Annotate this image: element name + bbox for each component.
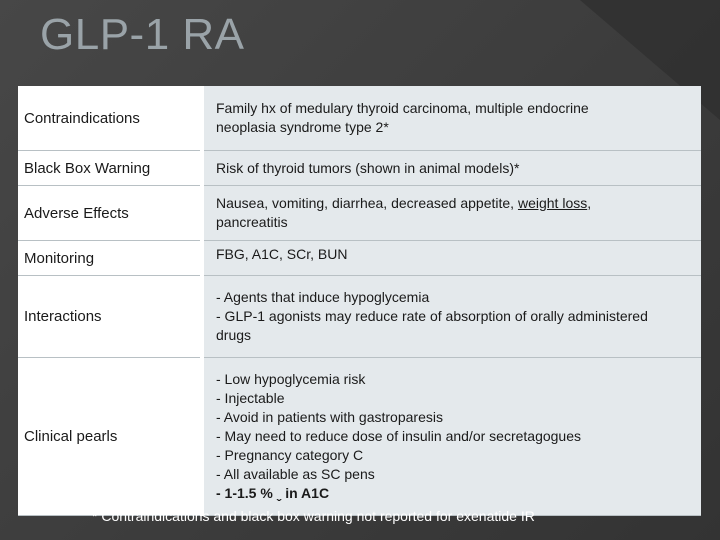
value-line: - Pregnancy category C [216,447,364,463]
value-text: , [587,195,592,211]
value-line: - All available as SC pens [216,466,375,482]
footnote: * Contraindications and black box warning not reported for exenatide IR [92,508,535,524]
table-row [18,86,701,151]
drug-info-table [18,86,701,516]
value-line: neoplasia syndrome type 2* [216,119,389,135]
row-label: Monitoring [18,241,202,276]
row-label: Black Box Warning [18,151,202,186]
row-value [202,276,701,358]
value-line: - Injectable [216,390,285,406]
row-label: Adverse Effects [18,186,202,241]
table-row [18,151,701,186]
value-line: pancreatitis [216,214,288,230]
value-line: - Low hypoglycemia risk [216,371,366,387]
table-row [18,241,701,276]
row-label: Contraindications [18,86,202,151]
underlined-text: weight loss [517,195,588,211]
value-line-bold: - 1-1.5 % ˬ in A1C [216,485,330,501]
table-row [18,358,701,516]
row-value [202,86,701,151]
slide-title: GLP-1 RA [40,10,245,59]
value-line: - Agents that induce hypoglycemia [216,289,430,305]
value-line: - May need to reduce dose of insulin and/or secretagogues [216,428,582,444]
table-row [18,186,701,241]
row-label: Clinical pearls [18,358,202,516]
value-line: FBG, A1C, SCr, BUN [216,246,348,262]
row-value [202,358,701,516]
value-line: Family hx of medulary thyroid carcinoma, multiple endocrine [216,100,589,116]
value-text: Nausea, vomiting, diarrhea, decreased appetite, [216,195,518,211]
value-line: Risk of thyroid tumors (shown in animal models)* [216,159,520,176]
row-label: Interactions [18,276,202,358]
value-line: - Avoid in patients with gastroparesis [216,409,443,425]
value-line: drugs [216,327,252,343]
value-line: - GLP-1 agonists may reduce rate of absorption of orally administered [216,308,648,324]
row-value [202,186,701,241]
row-value [202,151,701,186]
row-value [202,241,701,276]
value-line [216,194,693,213]
table-row [18,276,701,358]
